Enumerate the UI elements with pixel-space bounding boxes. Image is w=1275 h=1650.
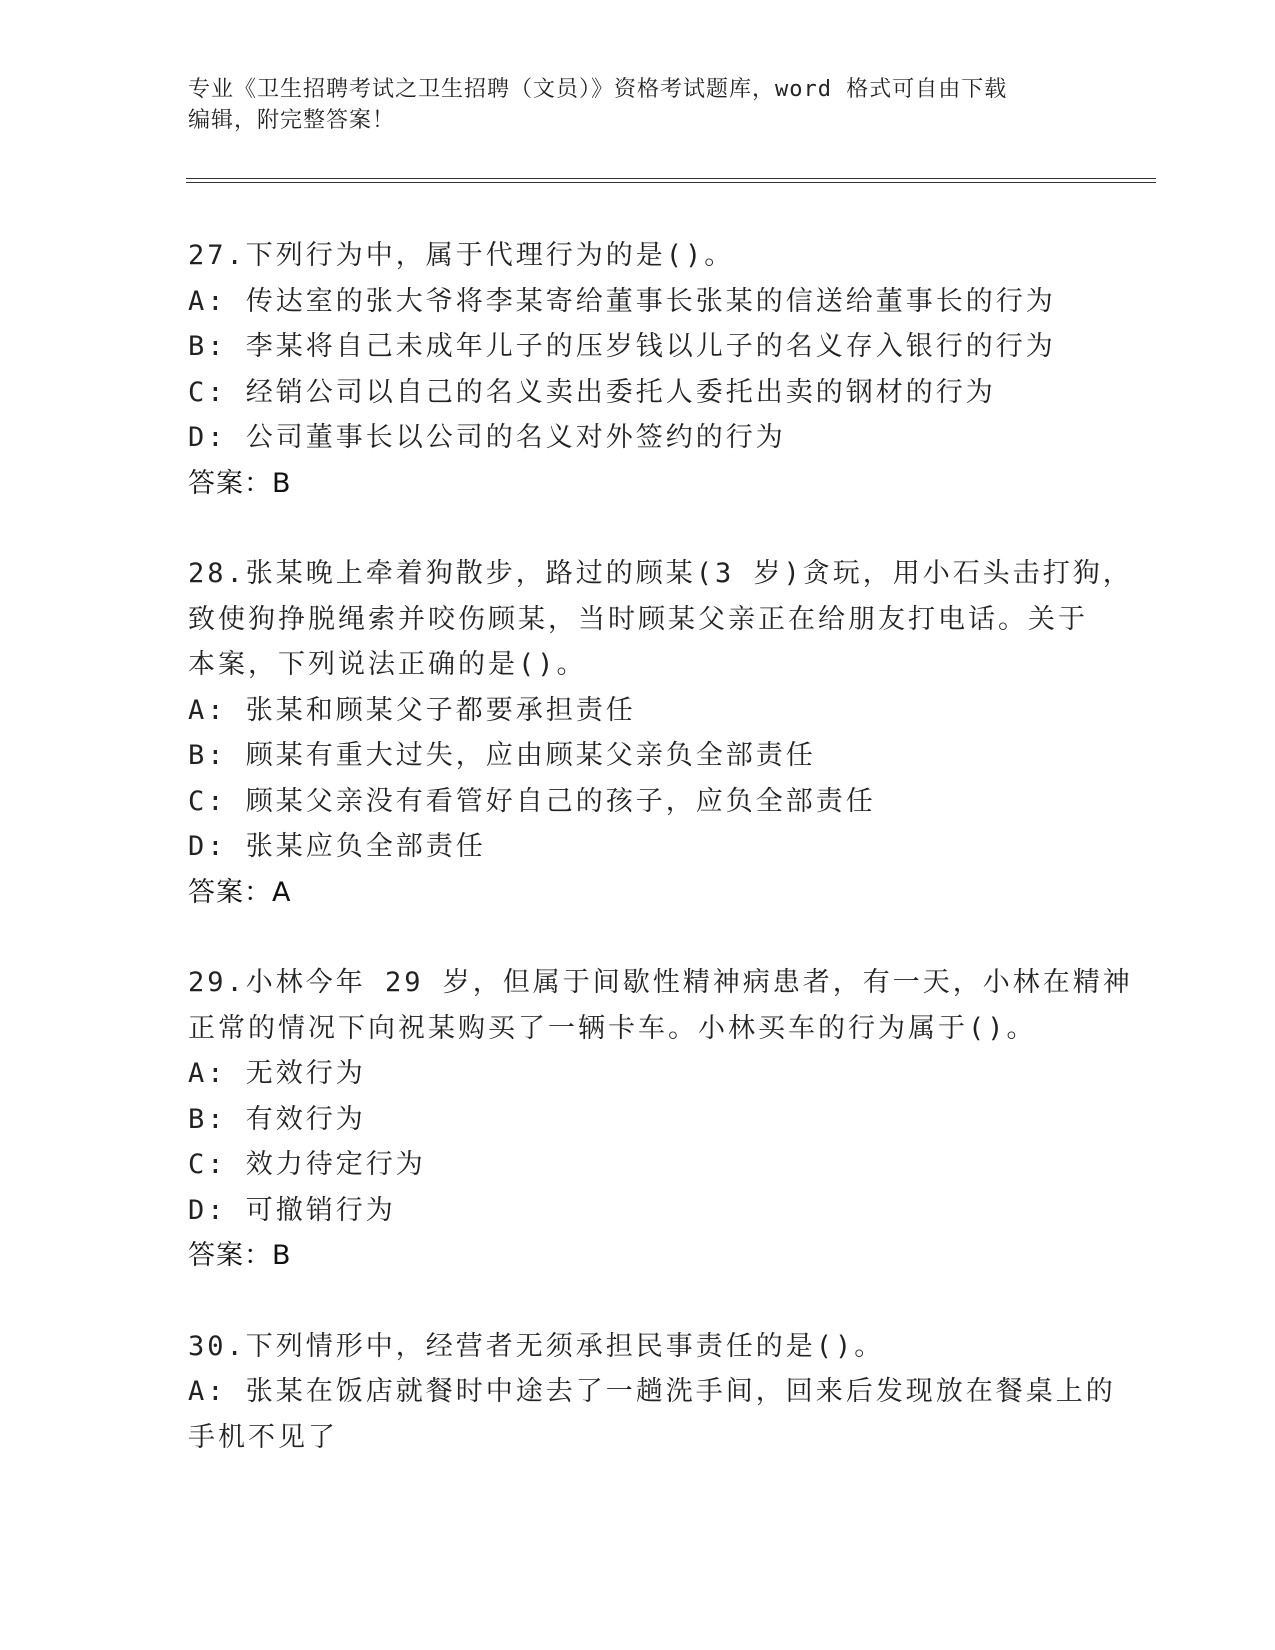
option-c: C: 经销公司以自己的名义卖出委托人委托出卖的钢材的行为 (188, 376, 996, 408)
option-d: D: 张某应负全部责任 (188, 831, 486, 862)
question-30 (188, 1324, 1116, 1461)
option-b: B: 李某将自己未成年儿子的压岁钱以儿子的名义存入银行的行为 (188, 331, 1056, 362)
question-stem-line: 28.张某晚上牵着狗散步，路过的顾某(3 岁)贪玩，用小石头击打狗， (188, 558, 1133, 589)
question-29 (188, 960, 1133, 1279)
question-list (188, 233, 1133, 1505)
answer-line: 答案：A (188, 876, 292, 908)
option-a: A: 无效行为 (188, 1058, 366, 1089)
answer-line: 答案：B (188, 467, 292, 499)
header-divider (186, 178, 1156, 183)
option-c: C: 效力待定行为 (188, 1149, 426, 1180)
question-27 (188, 233, 1088, 506)
option-c: C: 顾某父亲没有看管好自己的孩子，应负全部责任 (188, 785, 876, 817)
question-stem-line: 致使狗挣脱绳索并咬伤顾某，当时顾某父亲正在给朋友打电话。关于 (188, 603, 1088, 635)
option-d: D: 可撤销行为 (188, 1194, 396, 1226)
question-stem-line: 27.下列行为中，属于代理行为的是()。 (188, 240, 735, 271)
question-stem-line: 本案，下列说法正确的是()。 (188, 649, 587, 680)
option-a-continued: 手机不见了 (188, 1421, 338, 1453)
option-d: D: 公司董事长以公司的名义对外签约的行为 (188, 422, 786, 453)
option-a: A: 传达室的张大爷将李某寄给董事长张某的信送给董事长的行为 (188, 285, 1056, 317)
question-28 (188, 551, 1133, 915)
question-stem-line: 正常的情况下向祝某购买了一辆卡车。小林买车的行为属于()。 (188, 1012, 1037, 1044)
option-a: A: 张某和顾某父子都要承担责任 (188, 694, 636, 726)
header-line-1: 专业《卫生招聘考试之卫生招聘（文员）》资格考试题库，word 格式可自由下载 (188, 77, 1008, 102)
answer-line: 答案：B (188, 1240, 292, 1271)
option-b: B: 有效行为 (188, 1103, 366, 1135)
option-b: B: 顾某有重大过失，应由顾某父亲负全部责任 (188, 740, 816, 771)
question-stem-line: 30.下列情形中，经营者无须承担民事责任的是()。 (188, 1330, 885, 1362)
header-line-2: 编辑，附完整答案！ (188, 108, 396, 133)
question-stem-line: 29.小林今年 29 岁，但属于间歇性精神病患者，有一天，小林在精神 (188, 967, 1133, 998)
document-header (188, 74, 1088, 136)
option-a: A: 张某在饭店就餐时中途去了一趟洗手间，回来后发现放在餐桌上的 (188, 1376, 1116, 1407)
